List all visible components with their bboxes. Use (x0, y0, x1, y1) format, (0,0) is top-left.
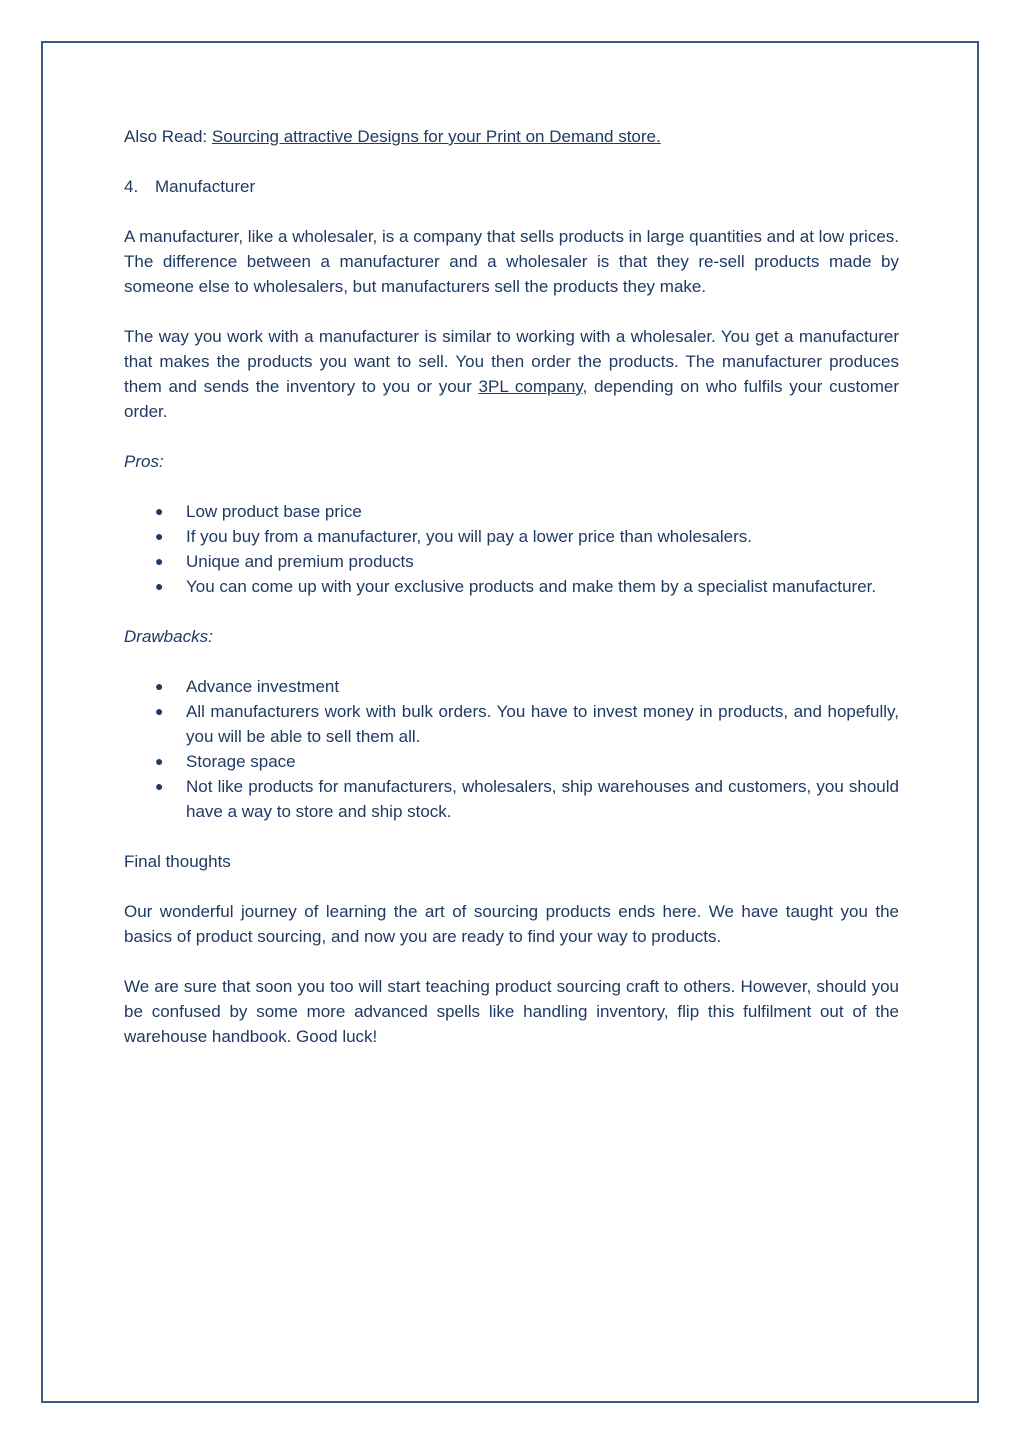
bullet-icon: ● (155, 703, 164, 719)
list-item-text: Unique and premium products (186, 552, 414, 571)
paragraph-text: The way you work with a manufacturer is similar to working with a wholesaler. You get a manufacturer that makes the products you want to sell. You then order the products. The manufacturer produces them and sends the inventory to you or your (124, 327, 899, 396)
3pl-company-link[interactable]: 3PL company (478, 377, 583, 396)
paragraph-manufacturer-definition: A manufacturer, like a wholesaler, is a company that sells products in large quantities and at low prices. The difference between a manufacturer and a wholesaler is that they re-sell products made by someone else to wholesalers, but manufacturers sell the products they make. (124, 227, 899, 296)
paragraph-text: , depending on who fulfils your customer order. (124, 377, 899, 421)
list-item (124, 774, 899, 824)
list-item (124, 524, 899, 549)
bullet-icon: ● (155, 778, 164, 794)
paragraph-final-1: Our wonderful journey of learning the art of sourcing products ends here. We have taught you the basics of product sourcing, and now you are ready to find your way to products. (124, 902, 899, 946)
also-read-label: Also Read: (124, 127, 208, 146)
list-item (124, 499, 899, 524)
list-item (124, 574, 899, 599)
section-heading (124, 174, 899, 199)
bullet-icon: ● (155, 753, 164, 769)
drawbacks-list (124, 674, 899, 824)
also-read-link[interactable]: Sourcing attractive Designs for your Print on Demand store. (211, 127, 661, 146)
list-item-text: Low product base price (186, 502, 362, 521)
list-item (124, 749, 899, 774)
pros-heading: Pros: (124, 452, 164, 471)
section-title: Manufacturer (155, 177, 256, 196)
list-item-text: You can come up with your exclusive products and make them by a specialist manufacturer. (186, 577, 877, 596)
list-item (124, 699, 899, 749)
pros-list (124, 499, 899, 599)
bullet-icon: ● (155, 528, 164, 544)
list-item (124, 549, 899, 574)
list-item-text: Not like products for manufacturers, wholesalers, ship warehouses and customers, you should have a way to store and ship stock. (186, 777, 899, 821)
paragraph-final-2: We are sure that soon you too will start teaching product sourcing craft to others. However, should you be confused by some more advanced spells like handling inventory, flip this fulfilment out of the warehouse handbook. Good luck! (124, 977, 899, 1046)
final-thoughts-heading: Final thoughts (124, 852, 231, 871)
bullet-icon: ● (155, 503, 164, 519)
bullet-icon: ● (155, 678, 164, 694)
list-item-text: If you buy from a manufacturer, you will pay a lower price than wholesalers. (186, 527, 752, 546)
list-item-text: Storage space (186, 752, 296, 771)
drawbacks-heading: Drawbacks: (124, 627, 213, 646)
bullet-icon: ● (155, 553, 164, 569)
list-item-text: Advance investment (186, 677, 340, 696)
section-number: 4. (124, 177, 139, 196)
also-read-line (124, 124, 899, 149)
paragraph-working-with-manufacturer (124, 324, 899, 424)
document-body (124, 124, 899, 1074)
list-item (124, 674, 899, 699)
list-item-text: All manufacturers work with bulk orders. You have to invest money in products, and hopefully, you will be able to sell them all. (186, 702, 899, 746)
bullet-icon: ● (155, 578, 164, 594)
